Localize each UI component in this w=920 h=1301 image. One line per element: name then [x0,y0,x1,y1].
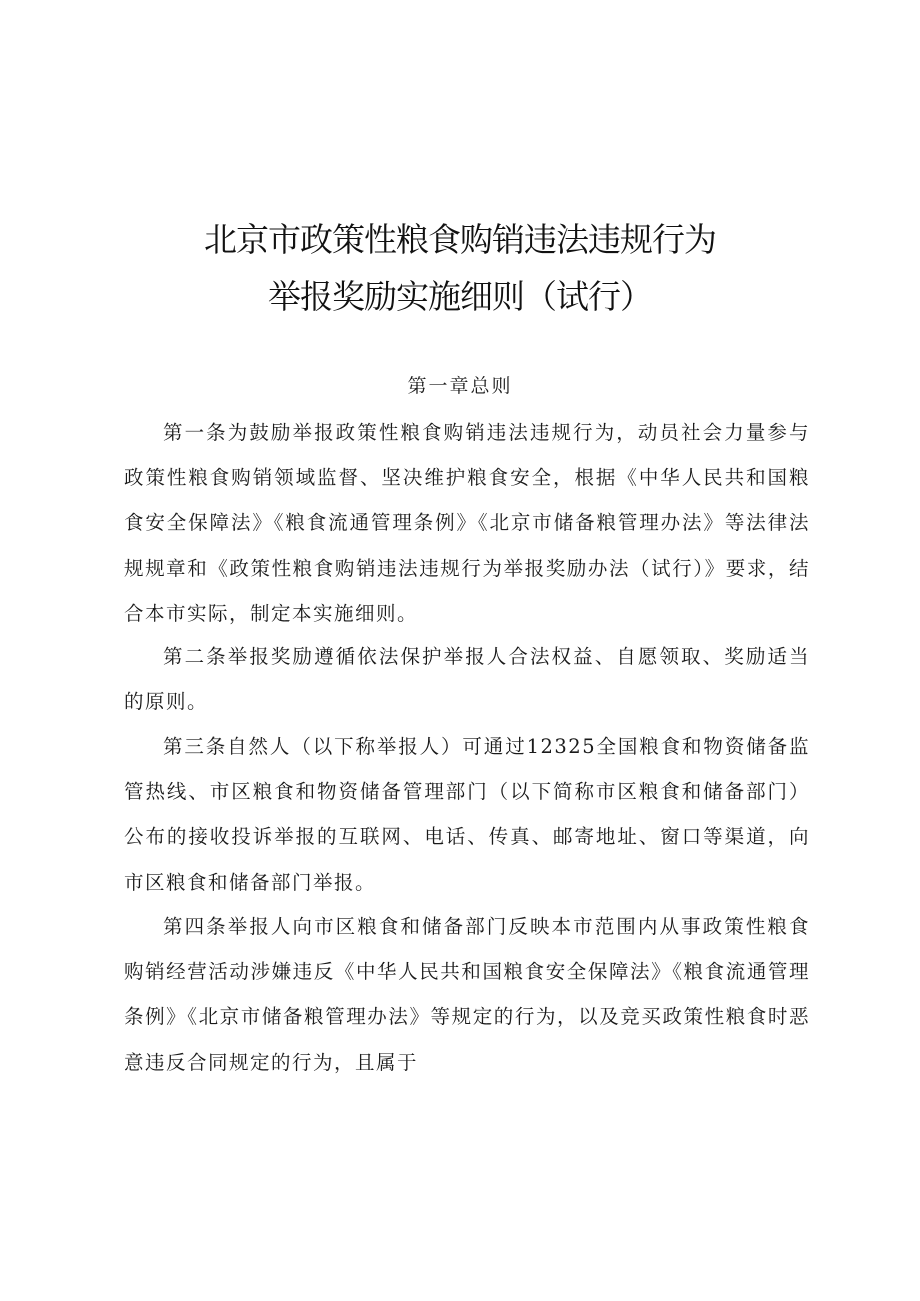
article-1-paragraph: 第一条为鼓励举报政策性粮食购销违法违规行为，动员社会力量参与政策性粮食购销领域监督、坚决维护粮食安全，根据《中华人民共和国粮食安全保障法》《粮食流通管理条例》《北京市储备粮管理办法》等法律法规规章和《政策性粮食购销违法违规行为举报奖励办法（试行）》要求，结合本市实际，制定本实施细则。 [124,421,810,625]
document-title-line-1: 北京市政策性粮食购销违法违规行为 [204,220,716,259]
article-4-paragraph: 第四条举报人向市区粮食和储备部门反映本市范围内从事政策性粮食购销经营活动涉嫌违反《中华人民共和国粮食安全保障法》《粮食流通管理条例》《北京市储备粮管理办法》等规定的行为，以及竞买政策性粮食时恶意违反合同规定的行为，且属于 [124,915,810,1074]
article-3-paragraph: 第三条自然人（以下称举报人）可通过12325全国粮食和物资储备监管热线、市区粮食和物资储备管理部门（以下简称市区粮食和储备部门）公布的接收投诉举报的互联网、电话、传真、邮寄地址、窗口等渠道，向市区粮食和储备部门举报。 [124,735,810,894]
chapter-heading: 第一章总则 [407,375,513,397]
document-title-line-2: 举报奖励实施细则（试行） [268,277,652,316]
article-2-paragraph: 第二条举报奖励遵循依法保护举报人合法权益、自愿领取、奖励适当的原则。 [124,645,810,714]
